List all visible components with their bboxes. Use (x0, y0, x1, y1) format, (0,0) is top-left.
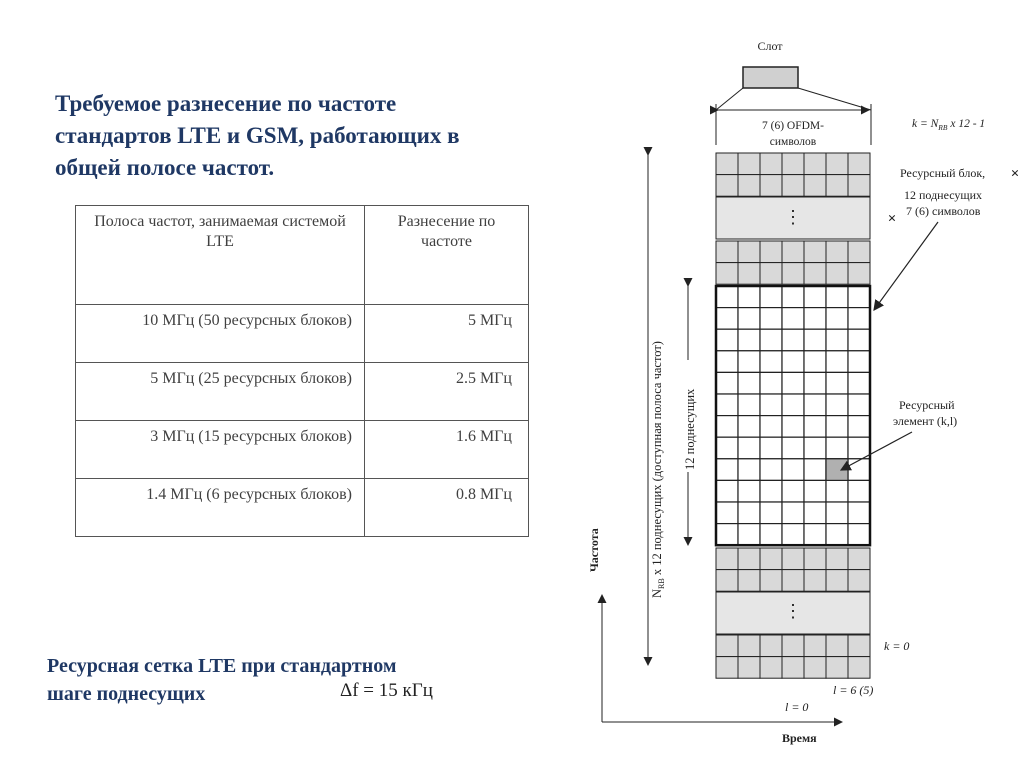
grid-cell (760, 459, 782, 481)
grid-cell (848, 329, 870, 351)
grid-cell (848, 372, 870, 394)
grid-cell (848, 394, 870, 416)
grid-cell (782, 524, 804, 546)
grid-blocks (716, 153, 870, 678)
k-max-prefix: k = N (912, 118, 939, 130)
grid-cell (848, 570, 870, 592)
grid-cell (738, 329, 760, 351)
grid-cell (760, 416, 782, 438)
header-bandwidth: Полоса частот, занимаемая системой LTE (76, 206, 365, 305)
grid-cell (782, 480, 804, 502)
ellipsis-lower: ⋮ (784, 601, 802, 621)
grid-cell (826, 657, 848, 679)
grid-cell (716, 416, 738, 438)
grid-cell (804, 372, 826, 394)
grid-cell (804, 416, 826, 438)
grid-cell (760, 372, 782, 394)
grid-cell (782, 502, 804, 524)
band-label-sub: RB (657, 578, 666, 589)
subcarrier-spacing-formula: Δf = 15 кГц (340, 680, 433, 701)
cell-bandwidth: 3 МГц (15 ресурсных блоков) (76, 421, 365, 479)
grid-cell (738, 548, 760, 570)
grid-cell (738, 459, 760, 481)
grid-cell (826, 372, 848, 394)
ofdm-label-1: 7 (6) OFDM- (762, 120, 824, 132)
k-zero-label: k = 0 (884, 639, 910, 653)
grid-cell (738, 351, 760, 373)
grid-cell (848, 286, 870, 308)
grid-cell (716, 175, 738, 197)
grid-cell (760, 635, 782, 657)
grid-cell (804, 437, 826, 459)
grid-cell (738, 502, 760, 524)
grid-cell (804, 286, 826, 308)
grid-cell (804, 394, 826, 416)
grid-cell (716, 308, 738, 330)
grid-cell (760, 502, 782, 524)
grid-cell (738, 153, 760, 175)
grid-cell (760, 351, 782, 373)
grid-cell (782, 308, 804, 330)
grid-cell (738, 286, 760, 308)
grid-cell (826, 437, 848, 459)
grid-cell (782, 459, 804, 481)
rb-label-1: Ресурсный блок, (900, 166, 986, 180)
grid-cell (782, 329, 804, 351)
close-icon: × (1010, 166, 1020, 182)
grid-cell (826, 570, 848, 592)
grid-cell (716, 286, 738, 308)
grid-cell (716, 502, 738, 524)
grid-cell (760, 548, 782, 570)
grid-cell (716, 372, 738, 394)
grid-cell (716, 241, 738, 263)
grid-cell (738, 657, 760, 679)
grid-cell (716, 351, 738, 373)
k-max-sub: RB (938, 123, 948, 132)
band-label (650, 341, 666, 598)
grid-cell (848, 241, 870, 263)
grid-cell (848, 416, 870, 438)
grid-cell (848, 308, 870, 330)
grid-cell (826, 351, 848, 373)
grid-cell (760, 394, 782, 416)
grid-cell (738, 416, 760, 438)
grid-cell (760, 437, 782, 459)
grid-cell (826, 263, 848, 285)
grid-cell (804, 502, 826, 524)
grid-cell (782, 372, 804, 394)
l-max-label: l = 6 (5) (833, 683, 874, 697)
grid-cell (738, 263, 760, 285)
frequency-axis-label: Частота (587, 528, 601, 572)
grid-cell (738, 570, 760, 592)
grid-cell (760, 175, 782, 197)
grid-cell (804, 351, 826, 373)
grid-cell (848, 657, 870, 679)
grid-cell (848, 263, 870, 285)
grid-cell (782, 394, 804, 416)
grid-cell (826, 635, 848, 657)
cell-bandwidth: 10 МГц (50 ресурсных блоков) (76, 305, 365, 363)
cell-spacing: 5 МГц (365, 305, 529, 363)
grid-cell (848, 524, 870, 546)
cell-bandwidth: 5 МГц (25 ресурсных блоков) (76, 363, 365, 421)
cell-spacing: 2.5 МГц (365, 363, 529, 421)
rb-pointer-arrow (874, 222, 938, 310)
grid-cell (804, 524, 826, 546)
grid-cell (738, 437, 760, 459)
re-label-1: Ресурсный (899, 398, 955, 412)
grid-cell (738, 175, 760, 197)
grid-cell (804, 263, 826, 285)
grid-cell (738, 372, 760, 394)
grid-cell (760, 657, 782, 679)
grid-cell (826, 524, 848, 546)
rb-label-2: 12 поднесущих (904, 188, 983, 202)
grid-cell (782, 635, 804, 657)
grid-cell (848, 437, 870, 459)
grid-cell (716, 329, 738, 351)
grid-cell (716, 263, 738, 285)
grid-cell (760, 480, 782, 502)
grid-cell (826, 394, 848, 416)
grid-cell (826, 308, 848, 330)
grid-cell (738, 635, 760, 657)
grid-cell (782, 657, 804, 679)
grid-cell (716, 635, 738, 657)
grid-cell (848, 351, 870, 373)
grid-cell (804, 570, 826, 592)
grid-cell (782, 437, 804, 459)
grid-cell (716, 657, 738, 679)
grid-cell (760, 263, 782, 285)
grid-cell (716, 524, 738, 546)
grid-cell (826, 480, 848, 502)
ellipsis-upper: ⋮ (784, 207, 802, 227)
band-label-n: N (650, 588, 664, 598)
grid-cell (738, 480, 760, 502)
grid-cell (848, 548, 870, 570)
grid-cell (716, 459, 738, 481)
grid-cell (848, 502, 870, 524)
grid-cell (826, 548, 848, 570)
grid-cell (760, 524, 782, 546)
grid-cell (804, 329, 826, 351)
cell-bandwidth: 1.4 МГц (6 ресурсных блоков) (76, 479, 365, 537)
rb-label-3: 7 (6) символов (906, 204, 981, 218)
grid-cell (738, 308, 760, 330)
band-label-text: x 12 поднесущих (доступная полоса частот) (650, 341, 664, 579)
grid-cell (716, 394, 738, 416)
grid-cell (782, 416, 804, 438)
grid-cell (804, 635, 826, 657)
time-axis-label: Время (782, 731, 817, 745)
grid-cell (738, 524, 760, 546)
grid-cell (738, 394, 760, 416)
grid-cell (760, 153, 782, 175)
re-label-2: элемент (k,l) (893, 414, 958, 428)
grid-cell (716, 153, 738, 175)
grid-cell (804, 308, 826, 330)
grid-cell (760, 241, 782, 263)
grid-cell (716, 548, 738, 570)
k-max-label (912, 118, 985, 132)
page-title: Требуемое разнесение по частоте стандартов LTE и GSM, работающих в общей полосе частот. (55, 91, 460, 180)
grid-cell (826, 241, 848, 263)
ofdm-label-2: символов (769, 136, 817, 148)
grid-cell (826, 416, 848, 438)
grid-cell (848, 153, 870, 175)
grid-cell (826, 175, 848, 197)
grid-cell (782, 153, 804, 175)
grid-cell (760, 329, 782, 351)
grid-cell (782, 286, 804, 308)
resource-element (826, 459, 848, 481)
grid-cell (826, 502, 848, 524)
grid-cell (782, 570, 804, 592)
grid-cell (804, 153, 826, 175)
grid-cell (848, 635, 870, 657)
cell-spacing: 0.8 МГц (365, 479, 529, 537)
grid-cell (716, 570, 738, 592)
grid-cell (804, 459, 826, 481)
grid-cell (848, 459, 870, 481)
grid-cell (804, 657, 826, 679)
grid-cell (826, 329, 848, 351)
grid-cell (760, 286, 782, 308)
l-zero-label: l = 0 (785, 700, 809, 714)
grid-cell (782, 263, 804, 285)
k-max-suffix: x 12 - 1 (947, 118, 986, 130)
grid-cell (826, 286, 848, 308)
grid-cell (716, 480, 738, 502)
slot-box (743, 67, 798, 88)
grid-cell (782, 548, 804, 570)
grid-cell (804, 480, 826, 502)
header-spacing: Разнесение по частоте (365, 206, 529, 305)
close-icon: × (887, 211, 897, 227)
grid-cell (716, 437, 738, 459)
slot-label: Слот (757, 39, 783, 53)
subcarriers-label: 12 поднесущих (683, 388, 697, 470)
grid-cell (738, 241, 760, 263)
grid-cell (848, 480, 870, 502)
grid-cell (782, 351, 804, 373)
grid-cell (804, 175, 826, 197)
grid-cell (782, 175, 804, 197)
grid-cell (804, 241, 826, 263)
grid-cell (826, 153, 848, 175)
grid-cell (760, 308, 782, 330)
cell-spacing: 1.6 МГц (365, 421, 529, 479)
grid-cell (760, 570, 782, 592)
grid-caption: Ресурсная сетка LTE при стандартном шаге поднесущих (47, 655, 397, 705)
grid-cell (848, 175, 870, 197)
grid-cell (804, 548, 826, 570)
grid-cell (782, 241, 804, 263)
